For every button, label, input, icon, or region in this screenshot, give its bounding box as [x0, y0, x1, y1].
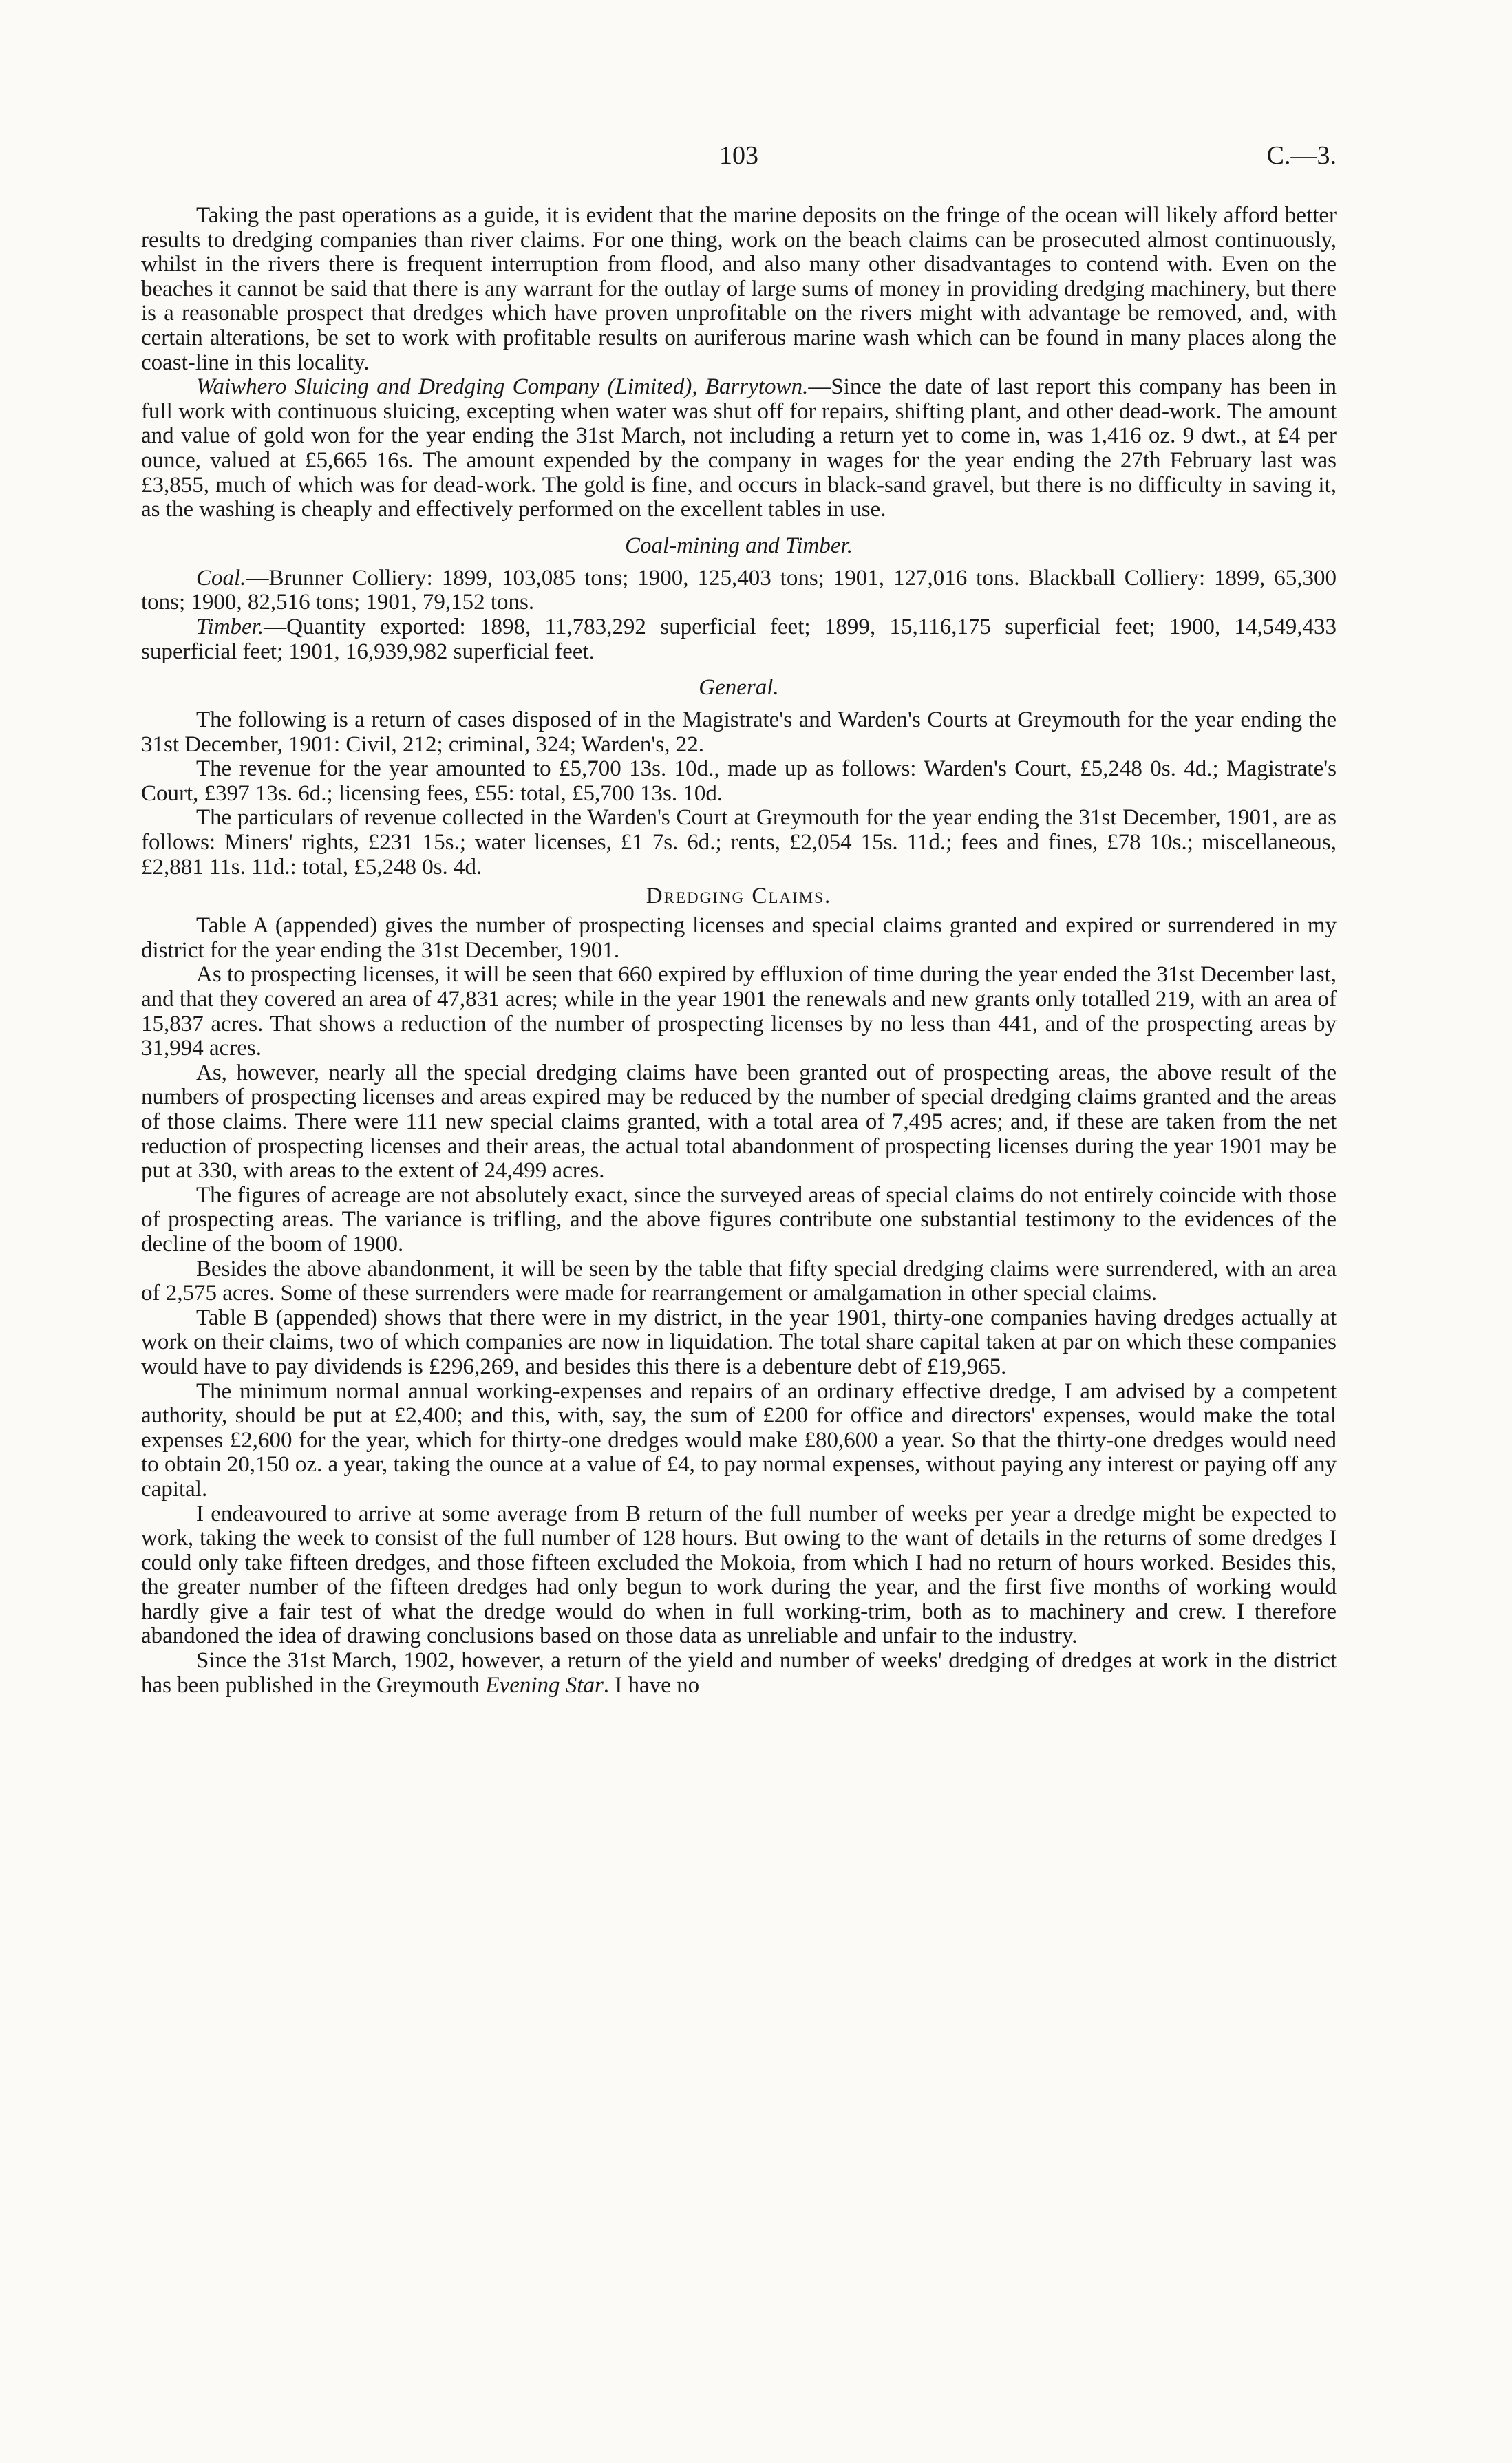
- newspaper-name: Evening Star: [485, 1672, 604, 1698]
- paragraph-evening-star: [141, 1649, 1337, 1698]
- coal-label: Coal.: [196, 565, 246, 590]
- paragraph-timber: [141, 615, 1337, 664]
- evening-star-text-a: Since the 31st March, 1902, however, a return of the yield and number of weeks' dredging of dredges at work in the district has been published in the Greymouth: [141, 1648, 1337, 1698]
- coal-text: —Brunner Colliery: 1899, 103,085 tons; 1900, 125,403 tons; 1901, 127,016 tons. Blackball Colliery: 1899, 65,300 tons; 1900, 82,516 tons; 1901, 79,152 tons.: [141, 565, 1337, 615]
- paragraph-waiwhero-text: —Since the date of last report this company has been in full work with continuous sluicing, excepting when water was shut off for repairs, shifting plant, and other dead-work. The amount and value of gold won for the year ending the 31st March, not including a return yet to come in, was 1,416 oz. 9 dwt., at £4 per ounce, valued at £5,665 16s. The amount expended by the company in wages for the year ending the 27th February last was £3,855, much of which was for dead-work. The gold is fine, and occurs in black-sand gravel, but there is no difficulty in saving it, as the washing is cheaply and effectively performed on the excellent tables in use.: [141, 374, 1337, 522]
- page-header: [141, 136, 1337, 178]
- timber-text: —Quantity exported: 1898, 11,783,292 superficial feet; 1899, 15,116,175 superficial feet; 1900, 14,549,433 superficial feet; 1901, 16,939,982 superficial feet.: [141, 614, 1337, 664]
- timber-label: Timber.: [196, 614, 264, 639]
- heading-general: General.: [699, 675, 779, 701]
- paragraph-working-expenses: The minimum normal annual working-expenses and repairs of an ordinary effective dredge, I am advised by a competent authority, should be put at £2,400; and this, with, say, the sum of £200 for office and directors' expenses, would make the total expenses £2,600 for the year, which for thirty-one dredges would make £80,600 a year. So that the thirty-one dredges would need to obtain 20,150 oz. a year, taking the ounce at a value of £4, to pay normal expenses, without paying any interest or paying off any capital.: [141, 1378, 1337, 1502]
- paragraph-prospecting-licenses: As to prospecting licenses, it will be seen that 660 expired by effluxion of time during the year ended the 31st December last, and that they covered an area of 47,831 acres; while in the year 1901 the renewals and new grants only totalled 219, with an area of 15,837 acres. That shows a reduction of the number of prospecting licenses by no less than 441, and of the prospecting areas by 31,994 acres.: [141, 962, 1337, 1061]
- document-body: [141, 204, 1337, 1698]
- paragraph-acreage: The figures of acreage are not absolutely exact, since the surveyed areas of special claims do not entirely coincide with those of prospecting areas. The variance is trifling, and the above figures contribute one substantial testimony to the evidences of the decline of the boom of 1900.: [141, 1182, 1337, 1257]
- paragraph-waiwhero: [141, 375, 1337, 522]
- evening-star-text-b: . I have no: [603, 1672, 700, 1698]
- paragraph-revenue: The revenue for the year amounted to £5,700 13s. 10d., made up as follows: Warden's Court, £5,248 0s. 4d.; Magistrate's Court, £397 13s. 6d.; licensing fees, £55: total, £5,700 13s. 10d.: [141, 756, 1337, 806]
- paragraph-surrenders: Besides the above abandonment, it will be seen by the table that fifty special dredging claims were surrendered, with an area of 2,575 acres. Some of these surrenders were made for rearrangement or amalgamation in other special claims.: [141, 1256, 1337, 1306]
- heading-coal-mining-timber: Coal-mining and Timber.: [625, 533, 853, 558]
- paragraph-table-b: Table B (appended) shows that there were in my district, in the year 1901, thirty-one companies having dredges actually at work on their claims, two of which companies are now in liquidation. The total share capital taken at par on which these companies would have to pay dividends is £296,269, and besides this there is a debenture debt of £19,965.: [141, 1305, 1337, 1379]
- heading-dredging-claims: Dredging Claims.: [646, 884, 832, 909]
- paragraph-coal: [141, 566, 1337, 615]
- paragraph-table-a: Table A (appended) gives the number of prospecting licenses and special claims granted and expired or surrendered in my district for the year ending the 31st December, 1901.: [141, 913, 1337, 963]
- paragraph-revenue-particulars: The particulars of revenue collected in the Warden's Court at Greymouth for the year ending the 31st December, 1901, are as follows: Miners' rights, £231 15s.; water licenses, £1 7s. 6d.; rents, £2,054 15s. 11d.; fees and fines, £78 10s.; miscellaneous, £2,881 11s. 11d.: total, £5,248 0s. 4d.: [141, 805, 1337, 879]
- document-reference: C.—3.: [1266, 141, 1337, 170]
- page-number: 103: [719, 141, 758, 170]
- paragraph-marine-deposits: Taking the past operations as a guide, it is evident that the marine deposits on the fringe of the ocean will likely afford better results to dredging companies than river claims. For one thing, work on the beach claims can be prosecuted almost continuously, whilst in the rivers there is frequent interruption from flood, and also many other disadvantages to contend with. Even on the beaches it cannot be said that there is any warrant for the outlay of large sums of money in providing dredging machinery, but there is a reasonable prospect that dredges which have proven unprofitable on the rivers might with advantage be removed, and, with certain alterations, be set to work with profitable results on auriferous marine wash which can be found in many places along the coast-line in this locality.: [141, 203, 1337, 375]
- paragraph-average-weeks: I endeavoured to arrive at some average from B return of the full number of weeks per year a dredge might be expected to work, taking the week to consist of the full number of 128 hours. But owing to the want of details in the returns of some dredges I could only take fifteen dredges, and those fifteen excluded the Mokoia, from which I had no return of hours worked. Besides this, the greater number of the fifteen dredges had only begun to work during the year, and the first five months of working would hardly give a fair test of what the dredge would do when in full working-trim, both as to machinery and crew. I therefore abandoned the idea of drawing conclusions based on those data as unreliable and unfair to the industry.: [141, 1501, 1337, 1649]
- paragraph-court-cases: The following is a return of cases disposed of in the Magistrate's and Warden's Courts at Greymouth for the year ending the 31st December, 1901: Civil, 212; criminal, 324; Warden's, 22.: [141, 707, 1337, 757]
- paragraph-special-claims: As, however, nearly all the special dredging claims have been granted out of prospecting areas, the above result of the numbers of prospecting licenses and areas expired may be reduced by the number of special dredging claims granted and the areas of those claims. There were 111 new special claims granted, with a total area of 7,495 acres; and, if these are taken from the net reduction of prospecting licenses and their areas, the actual total abandonment of prospecting licenses during the year 1901 may be put at 330, with areas to the extent of 24,499 acres.: [141, 1060, 1337, 1184]
- company-name: Waiwhero Sluicing and Dredging Company (Limited), Barrytown.: [196, 374, 809, 400]
